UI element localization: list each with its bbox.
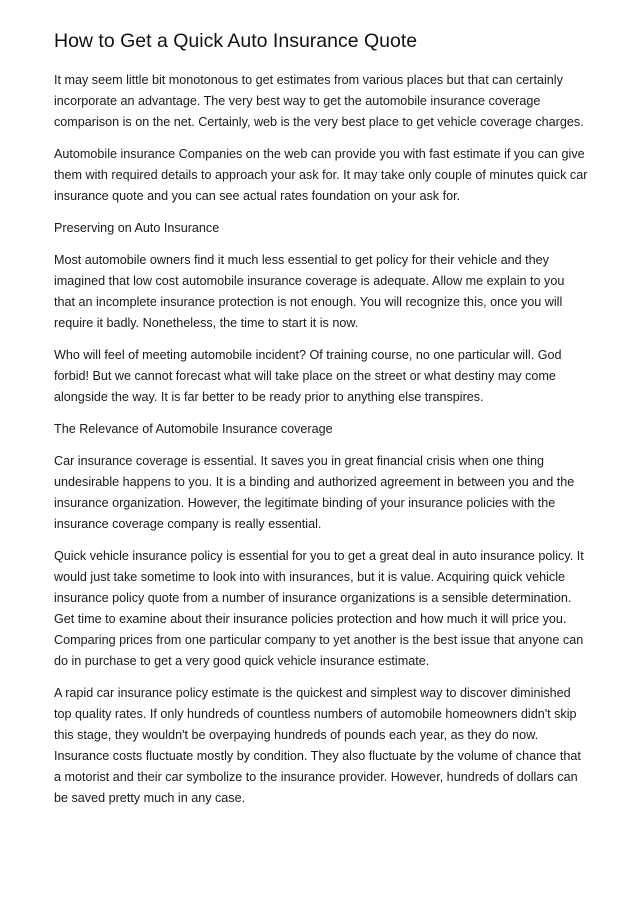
paragraph-online-companies: Automobile insurance Companies on the web can provide you with fast estimate if you can give them with required details to approach your ask for. It may take only couple of minutes quick car insurance quote and you can see actual rates foundation on your ask for. [54,147,588,203]
paragraph-essential: Car insurance coverage is essential. It saves you in great financial crisis when one thing undesirable happens to you. It is a binding and authorized agreement in between you and the insurance organization. However, the legitimate binding of your insurance policies with the insurance coverage company is really essential. [54,454,575,531]
document-title: How to Get a Quick Auto Insurance Quote [54,30,418,52]
paragraph-owners: Most automobile owners find it much less essential to get policy for their vehicle and they imagined that low cost automobile insurance coverage is adequate. Allow me explain to you that an incomplete insurance protection is not enough. You will recognize this, once you will require it badly. Nonetheless, the time to start it is now. [54,253,565,330]
document-page [54,28,588,820]
paragraph-incident: Who will feel of meeting automobile incident? Of training course, no one particular will. God forbid! But we cannot forecast what will take place on the street or what destiny may come alongside the way. It is far better to be ready prior to anything else transpires. [54,348,562,404]
paragraph-intro: It may seem little bit monotonous to get estimates from various places but that can certainly incorporate an advantage. The very best way to get the automobile insurance coverage comparison is on the net. Certainly, web is the very best place to get vehicle coverage charges. [54,73,584,129]
section-heading-relevance: The Relevance of Automobile Insurance coverage [54,422,333,436]
paragraph-quick-policy: Quick vehicle insurance policy is essential for you to get a great deal in auto insurance policy. It would just take sometime to look into with insurances, but it is value. Acquiring quick vehicle insurance policy quote from a number of insurance organizations is a sensible determination. Get time to examine about their insurance policies protection and how much it will price you. Comparing prices from one particular company to yet another is the best issue that anyone can do in purchase to get a very good quick vehicle insurance estimate. [54,549,584,668]
section-heading-preserving: Preserving on Auto Insurance [54,221,220,235]
paragraph-rapid-estimate: A rapid car insurance policy estimate is the quickest and simplest way to discover diminished top quality rates. If only hundreds of countless numbers of automobile homeowners didn't skip this stage, they wouldn't be overpaying hundreds of pounds each year, as they do now. Insurance costs fluctuate mostly by condition. They also fluctuate by the volume of chance that a motorist and their car symbolize to the insurance provider. However, hundreds of dollars can be saved pretty much in any case. [54,686,581,805]
